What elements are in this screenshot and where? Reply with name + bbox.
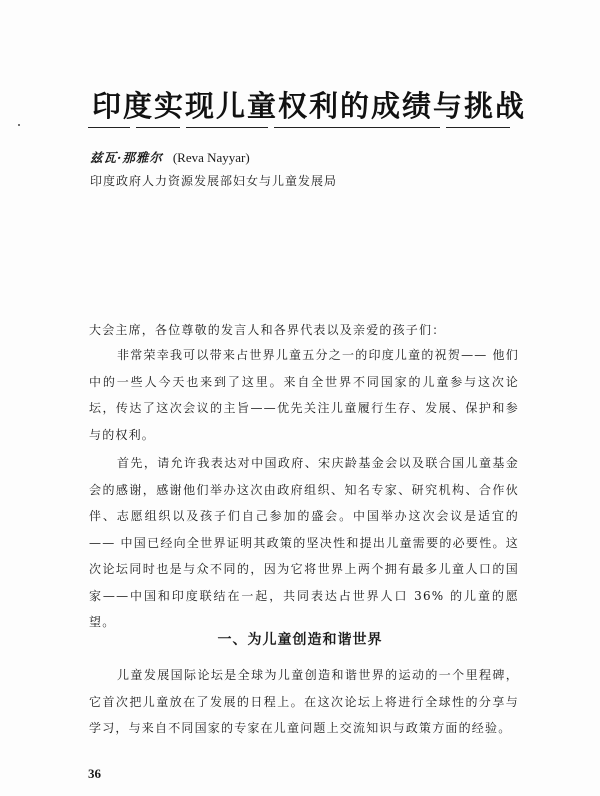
- author-line: [90, 148, 250, 166]
- underline-gap: [180, 125, 186, 130]
- author-latin-name: (Reva Nayyar): [172, 150, 250, 165]
- scan-speck: [18, 124, 20, 126]
- underline-gap: [440, 125, 446, 130]
- section-heading: 一、为儿童创造和谐世界: [217, 632, 383, 648]
- underline-gap: [268, 125, 274, 130]
- body-paragraph-2: 首先，请允许我表达对中国政府、宋庆龄基金会以及联合国儿童基金会的感谢，感谢他们举办这次由政府组织、知名专家、研究机构、合作伙伴、志愿组织以及孩子们自己参加的盛会。中国举办这次会议是适宜的 —— 中国已经向全世界证明其政策的坚决性和提出儿童需要的必要性。这次论坛同时也是与众不同的，因为它将世界上两个拥有最多儿童人口的国家——中国和印度联结在一起，共同表达占世界人口 36% 的儿童的愿望。: [89, 456, 519, 629]
- body-paragraph-1: 非常荣幸我可以带来占世界儿童五分之一的印度儿童的祝贺—— 他们中的一些人今天也来到了这里。来自全世界不同国家的儿童参与这次论坛，传达了这次会议的主旨——优先关注儿童履行生存、发展、保护和参与的权利。: [89, 348, 519, 442]
- title-underline: [88, 127, 510, 128]
- author-name: 兹瓦·那雅尔: [90, 150, 163, 165]
- salutation: 大会主席，各位尊敬的发言人和各界代表以及亲爱的孩子们：: [89, 323, 446, 337]
- article-title: 印度实现儿童权利的成绩与挑战: [92, 89, 527, 123]
- author-affiliation: 印度政府人力资源发展部妇女与儿童发展局: [90, 174, 338, 188]
- page-number: 36: [88, 766, 101, 781]
- underline-gap: [130, 125, 136, 130]
- body-paragraph-3: 儿童发展国际论坛是全球为儿童创造和谐世界的运动的一个里程碑，它首次把儿童放在了发展的日程上。在这次论坛上将进行全球性的分享与学习，与来自不同国家的专家在儿童问题上交流知识与政策方面的经验。: [89, 668, 519, 735]
